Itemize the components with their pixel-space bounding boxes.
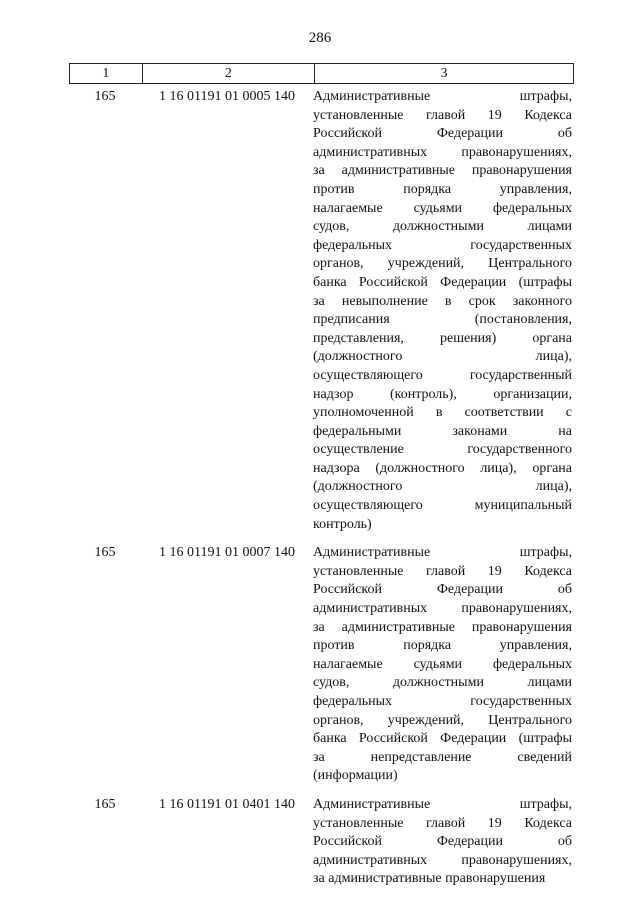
description-line: административных правонарушениях, — [313, 852, 572, 868]
description-cell — [313, 796, 572, 889]
description-line: за административные правонарушения — [313, 163, 572, 179]
budget-code-cell: 1 16 01191 01 0005 140 — [159, 89, 295, 104]
description-line: против порядка управления, — [313, 638, 572, 654]
table-row — [69, 88, 574, 534]
description-line: судов, должностными лицами — [313, 675, 572, 691]
page-number: 286 — [308, 30, 332, 46]
description-line: за административные правонарушения — [313, 619, 572, 635]
column-header-3: 3 — [315, 64, 574, 84]
description-line: (должностного лица), — [313, 349, 572, 365]
description-line: Российской Федерации об — [313, 126, 572, 142]
description-line: за административные правонарушения — [313, 871, 546, 887]
description-line: органов, учреждений, Центрального — [313, 256, 572, 272]
description-line: надзор (контроль), организации, — [313, 386, 572, 402]
table-row — [69, 544, 574, 786]
description-line: (информации) — [313, 768, 398, 784]
description-line: судов, должностными лицами — [313, 219, 572, 235]
description-line: осуществляющего государственный — [313, 367, 572, 383]
chapter-code-cell: 165 — [94, 89, 116, 104]
description-line: банка Российской Федерации (штрафы — [313, 274, 572, 290]
description-line: представления, решения) органа — [313, 330, 572, 346]
description-line: уполномоченной в соответствии с — [313, 405, 572, 421]
description-line: установленные главой 19 Кодекса — [313, 815, 572, 831]
description-line: банка Российской Федерации (штрафы — [313, 731, 572, 747]
column-header-row — [69, 63, 574, 84]
description-line: Российской Федерации об — [313, 582, 572, 598]
budget-code-cell: 1 16 01191 01 0401 140 — [159, 796, 295, 812]
table-row — [69, 796, 574, 889]
description-line: Административные штрафы, — [313, 796, 572, 812]
description-line: за непредставление сведений — [313, 749, 572, 765]
description-line: контроль) — [313, 516, 372, 532]
description-line: федеральными законами на — [313, 423, 572, 439]
description-line: налагаемые судьями федеральных — [313, 656, 572, 672]
description-line: осуществление государственного — [313, 442, 572, 458]
description-line: надзора (должностного лица), органа — [313, 460, 572, 476]
description-line: против порядка управления, — [313, 181, 572, 197]
description-cell — [313, 544, 572, 786]
description-cell — [313, 88, 572, 534]
description-line: за невыполнение в срок законного — [313, 293, 572, 309]
table-body — [69, 88, 574, 899]
description-line: федеральных государственных — [313, 237, 572, 253]
description-line: органов, учреждений, Центрального — [313, 712, 572, 728]
chapter-code-cell: 165 — [94, 796, 116, 812]
description-line: налагаемые судьями федеральных — [313, 200, 572, 216]
description-line: (должностного лица), — [313, 479, 572, 495]
description-line: установленные главой 19 Кодекса — [313, 563, 572, 579]
column-header-1: 1 — [70, 64, 143, 84]
chapter-code-cell: 165 — [94, 545, 116, 561]
description-line: предписания (постановления, — [313, 312, 572, 328]
description-line: осуществляющего муниципальный — [313, 498, 572, 514]
budget-code-cell: 1 16 01191 01 0007 140 — [159, 545, 295, 561]
description-line: установленные главой 19 Кодекса — [313, 107, 572, 123]
description-line: административных правонарушениях, — [313, 601, 572, 617]
description-line: Административные штрафы, — [313, 89, 572, 104]
description-line: федеральных государственных — [313, 694, 572, 709]
description-line: Административные штрафы, — [313, 545, 572, 561]
description-line: административных правонарушениях, — [313, 144, 572, 160]
column-header-2: 2 — [142, 64, 314, 84]
description-line: Российской Федерации об — [313, 834, 572, 850]
